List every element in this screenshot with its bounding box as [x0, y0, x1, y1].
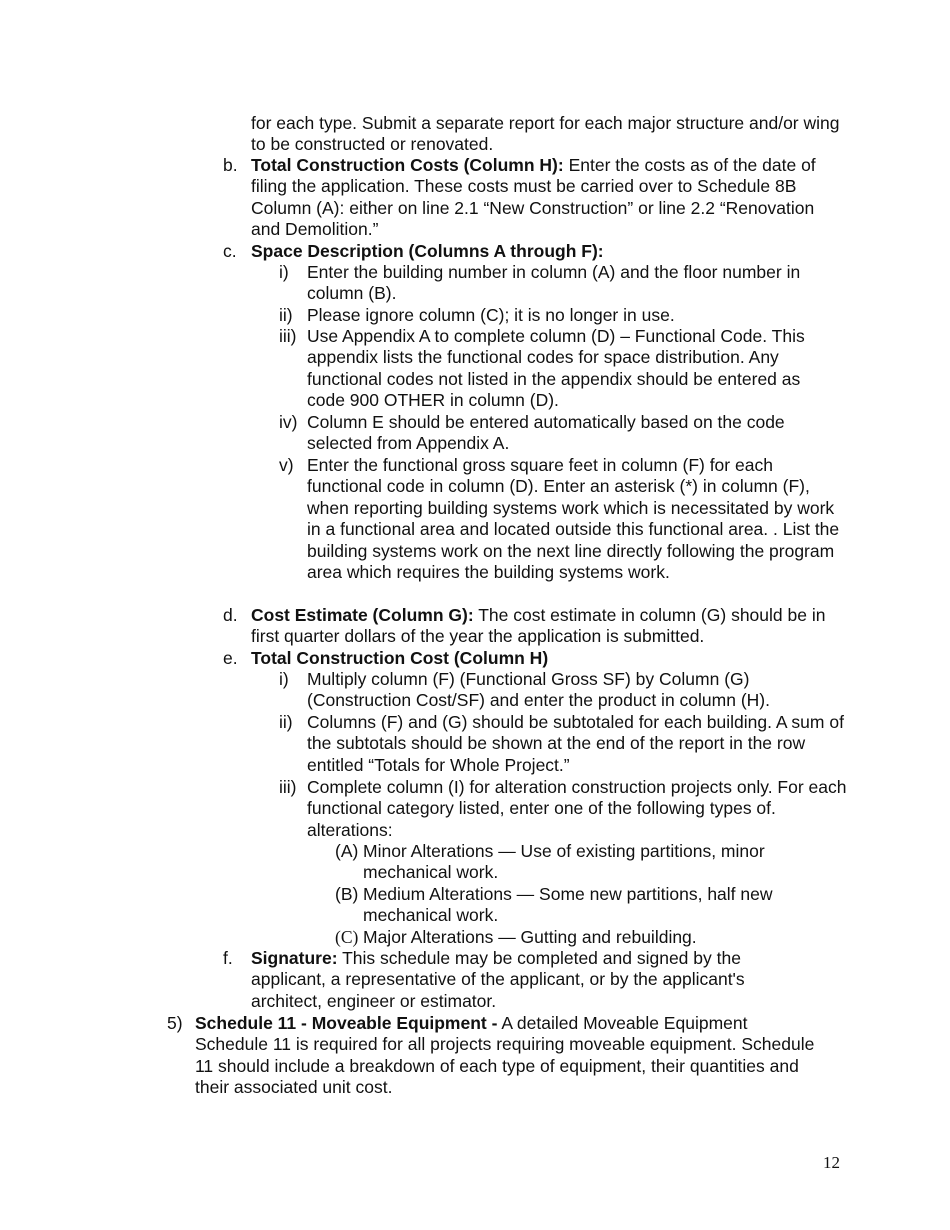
subitem-marker: i): [279, 262, 289, 282]
subitem-text: Multiply column (F) (Functional Gross SF) by Column (G) (Construction Cost/SF) and enter the product in column (H).: [307, 669, 770, 711]
alteration-text: Major Alterations — Gutting and rebuilding.: [363, 927, 697, 947]
item-title: Schedule 11 - Moveable Equipment -: [195, 1013, 498, 1033]
item-text: The cost estimate in column (G) should be in first quarter dollars of the year the application is submitted.: [251, 605, 826, 647]
alteration-marker: (C): [335, 927, 359, 947]
alteration-text: Medium Alterations — Some new partitions, half new mechanical work.: [363, 884, 773, 926]
item-marker: e.: [223, 648, 238, 668]
list-item-5: [167, 1013, 817, 1099]
subitem-marker: iii): [279, 777, 297, 797]
subitem-c-iv: [279, 412, 846, 455]
item-marker: b.: [223, 155, 238, 175]
subitem-marker: ii): [279, 305, 293, 325]
subitem-c-v: [279, 455, 849, 583]
alteration-b: [335, 884, 820, 927]
item-title: Cost Estimate (Column G):: [251, 605, 474, 625]
subitem-text: Complete column (I) for alteration construction projects only. For each functional category listed, enter one of the following types of. alterations:: [307, 777, 847, 840]
subitem-marker: ii): [279, 712, 293, 732]
alteration-marker: (A): [335, 841, 359, 861]
list-item-b: [223, 155, 846, 241]
page-number: 12: [823, 1153, 840, 1172]
subitem-e-i: [279, 669, 819, 712]
alteration-c: [335, 927, 820, 948]
item-marker: d.: [223, 605, 238, 625]
subitem-e-iii: [279, 777, 849, 841]
subitem-marker: iii): [279, 326, 297, 346]
item-marker: 5): [167, 1013, 183, 1033]
continuation-paragraph: [251, 113, 846, 156]
item-text: This schedule may be completed and signed by the applicant, a representative of the applicant, or by the applicant's architect, engineer or estimator.: [251, 948, 745, 1011]
item-text: A detailed Moveable Equipment Schedule 11 is required for all projects requiring moveable equipment. Schedule 11 should include a breakdown of each type of equipment, their quantities and their associated unit cost.: [195, 1013, 815, 1098]
subitem-c-i: [279, 262, 846, 305]
alteration-marker: (B): [335, 884, 359, 904]
item-title: Total Construction Cost (Column H): [251, 648, 549, 668]
list-item-f: [223, 948, 793, 1012]
subitem-text: Columns (F) and (G) should be subtotaled for each building. A sum of the subtotals should be shown at the end of the report in the row entitled “Totals for Whole Project.”: [307, 712, 844, 775]
list-item-e: [223, 648, 846, 669]
subitem-text: Enter the building number in column (A) and the floor number in column (B).: [307, 262, 801, 304]
subitem-c-iii: [279, 326, 819, 412]
list-item-d: [223, 605, 846, 648]
item-title: Total Construction Costs (Column H):: [251, 155, 564, 175]
list-item-c: [223, 241, 846, 262]
subitem-text: Column E should be entered automatically based on the code selected from Appendix A.: [307, 412, 785, 454]
item-marker: c.: [223, 241, 237, 261]
alteration-a: [335, 841, 820, 884]
item-title: Space Description (Columns A through F):: [251, 241, 604, 261]
subitem-text: Please ignore column (C); it is no longer in use.: [307, 305, 675, 325]
subitem-text: Enter the functional gross square feet in column (F) for each functional code in column (D). Enter an asterisk (*) in column (F), when reporting building systems work which is necessitated by work in a functional area and located outside this functional area. . List the building systems work on the next line directly following the program area which requires the building systems work.: [307, 455, 840, 583]
subitem-text: Use Appendix A to complete column (D) – Functional Code. This appendix lists the functional codes for space distribution. Any functional codes not listed in the appendix should be entered as code 900 OTHER in column (D).: [307, 326, 805, 411]
item-text: Enter the costs as of the date of filing the application. These costs must be carried over to Schedule 8B Column (A): either on line 2.1 “New Construction” or line 2.2 “Renovation and Demolition.”: [251, 155, 816, 240]
subitem-e-ii: [279, 712, 846, 776]
alteration-text: Minor Alterations — Use of existing partitions, minor mechanical work.: [363, 841, 765, 883]
subitem-marker: v): [279, 455, 294, 475]
subitem-marker: iv): [279, 412, 298, 432]
item-title: Signature:: [251, 948, 338, 968]
item-marker: f.: [223, 948, 233, 968]
subitem-marker: i): [279, 669, 289, 689]
subitem-c-ii: [279, 305, 846, 326]
continuation-text: for each type. Submit a separate report for each major structure and/or wing to be constructed or renovated.: [251, 113, 840, 155]
